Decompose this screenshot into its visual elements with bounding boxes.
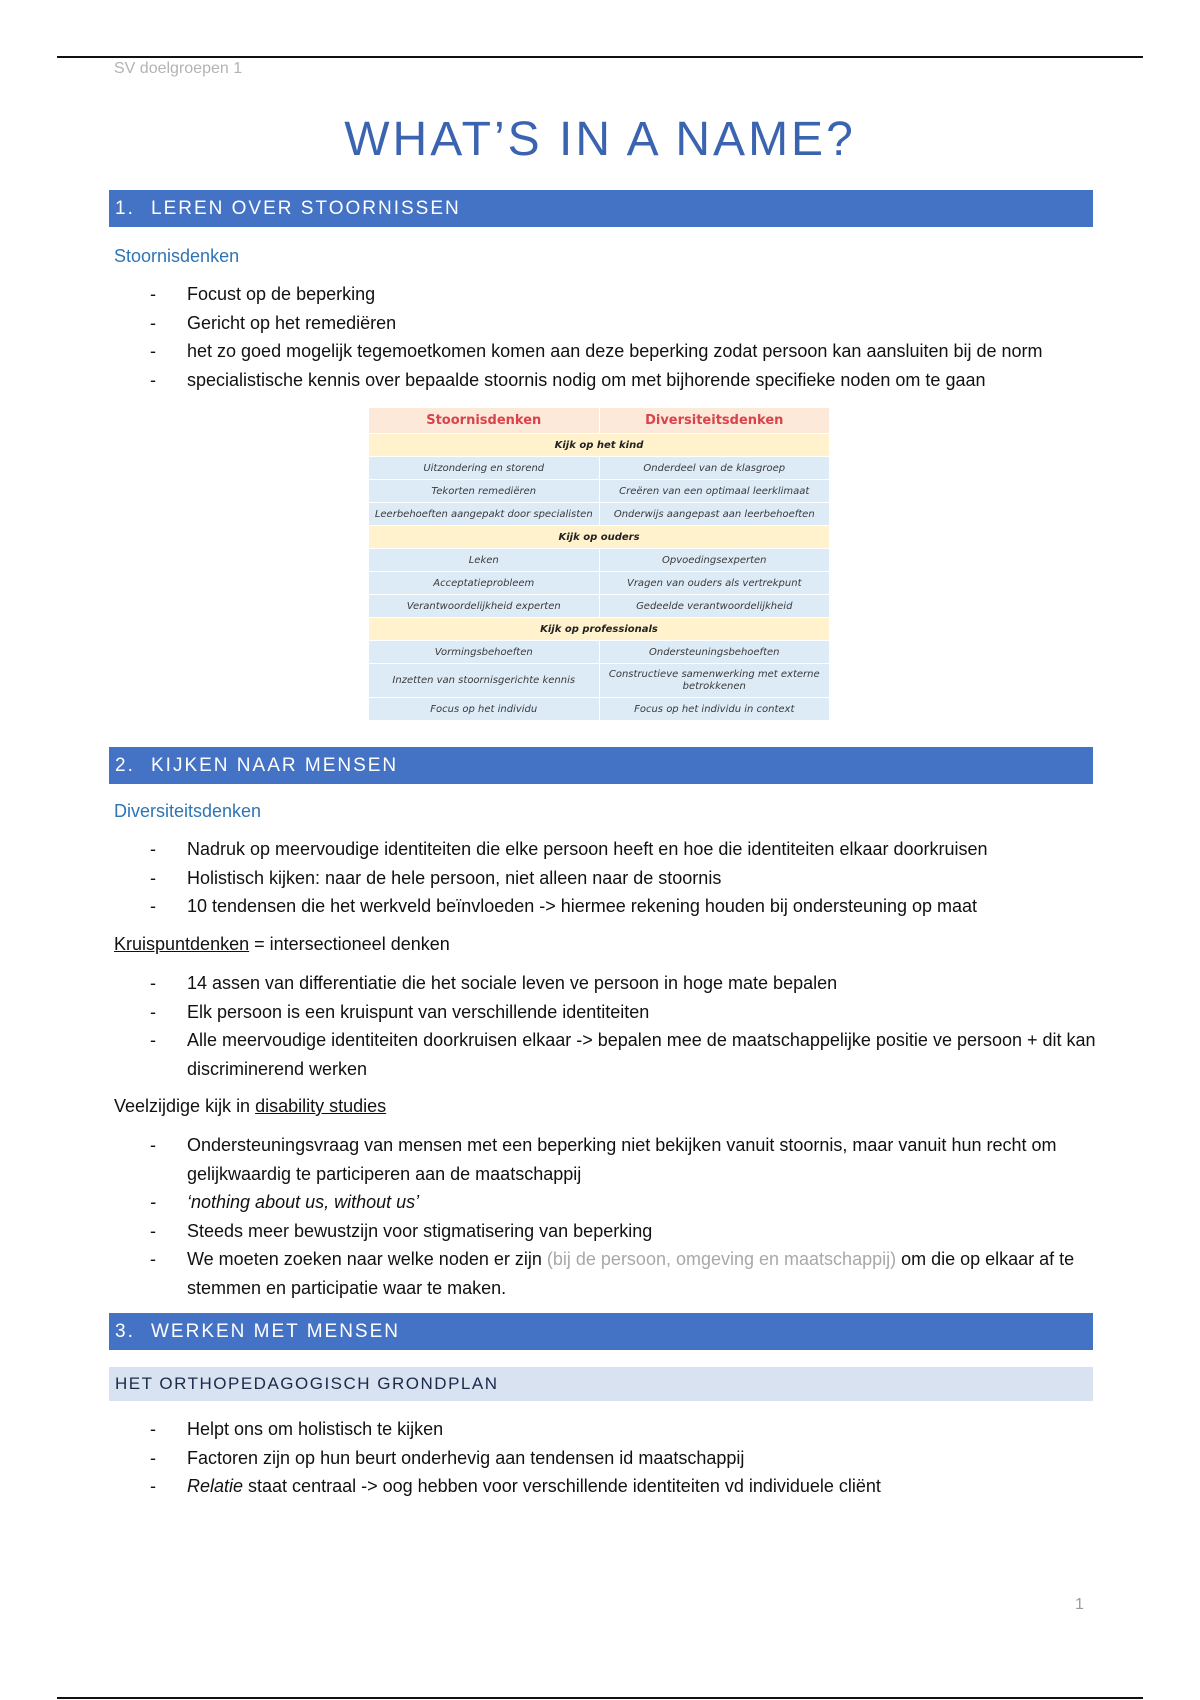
table-header: Diversiteitsdenken (600, 408, 830, 433)
section-title: WERKEN MET MENSEN (151, 1321, 401, 1342)
table-header-row (369, 408, 829, 433)
table-cell: Leerbehoeften aangepakt door specialisten (369, 503, 599, 525)
table-category: Kijk op het kind (369, 434, 829, 456)
comparison-table (369, 408, 829, 721)
table-cell: Opvoedingsexperten (600, 549, 830, 571)
table-cell: Onderdeel van de klasgroep (600, 457, 830, 479)
section-title: LEREN OVER STOORNISSEN (151, 198, 461, 219)
table-category: Kijk op ouders (369, 526, 829, 548)
section-heading-1 (109, 190, 1093, 227)
subheading-diversiteitsdenken: Diversiteitsdenken (114, 801, 262, 821)
table-row (369, 698, 829, 720)
table-category: Kijk op professionals (369, 618, 829, 640)
list-item: - Holistisch kijken: naar de hele persoon, niet alleen naar de stoornis (150, 864, 1100, 893)
bullet-list-diversiteitsdenken (150, 835, 1100, 921)
table-cell: Onderwijs aangepast aan leerbehoeften (600, 503, 830, 525)
section-number: 1. (115, 198, 135, 219)
table-cell: Focus op het individu in context (600, 698, 830, 720)
text-part: staat centraal -> oog hebben voor verschillende identiteiten vd individuele cliënt (243, 1476, 881, 1496)
list-item: - ‘nothing about us, without us’ (150, 1188, 1100, 1217)
table-header: Stoornisdenken (369, 408, 599, 433)
table-row (369, 595, 829, 617)
emphasis: Relatie (187, 1476, 244, 1496)
footer-rule (57, 1697, 1143, 1699)
header-rule (57, 56, 1143, 58)
list-item: - Nadruk op meervoudige identiteiten die elke persoon heeft en hoe die identiteiten elkaar doorkruisen (150, 835, 1100, 864)
page-number: 1 (1075, 1596, 1084, 1613)
bullet-list-kruispuntdenken (150, 969, 1100, 1083)
bullet-list-disability-studies (150, 1131, 1100, 1302)
running-header: SV doelgroepen 1 (114, 60, 243, 77)
muted-aside: (bij de persoon, omgeving en maatschappij) (546, 1249, 897, 1269)
table-cell: Uitzondering en storend (369, 457, 599, 479)
table-cell: Verantwoordelijkheid experten (369, 595, 599, 617)
table-cell: Leken (369, 549, 599, 571)
text-part: om die op elkaar af te stemmen en participatie waar te maken. (187, 1249, 1075, 1298)
list-item: - Factoren zijn op hun beurt onderhevig aan tendensen id maatschappij (150, 1444, 1100, 1473)
table-cell: Tekorten remediëren (369, 480, 599, 502)
table-row (369, 549, 829, 571)
list-item: - Focust op de beperking (150, 280, 1100, 309)
list-item (150, 1472, 1100, 1501)
bullet-list-stoornisdenken (150, 280, 1100, 394)
table-cell: Gedeelde verantwoordelijkheid (600, 595, 830, 617)
list-item (150, 1245, 1100, 1302)
paragraph-disability-studies (114, 1096, 386, 1117)
table-row (369, 503, 829, 525)
table-row (369, 664, 829, 697)
subsection-heading: HET ORTHOPEDAGOGISCH GRONDPLAN (109, 1367, 1093, 1401)
list-item: - 10 tendensen die het werkveld beïnvloeden -> hiermee rekening houden bij ondersteuning op maat (150, 892, 1100, 921)
term-disability-studies: disability studies (255, 1096, 387, 1116)
list-item: - Alle meervoudige identiteiten doorkruisen elkaar -> bepalen mee de maatschappelijke positie ve persoon + dit kan discriminerend werken (150, 1026, 1100, 1083)
section-heading-2 (109, 747, 1093, 784)
list-item: - Ondersteuningsvraag van mensen met een beperking niet bekijken vanuit stoornis, maar vanuit hun recht om gelijkwaardig te participeren aan de maatschappij (150, 1131, 1100, 1188)
list-item: - Elk persoon is een kruispunt van verschillende identiteiten (150, 998, 1100, 1027)
table-row (369, 480, 829, 502)
list-item: - Steeds meer bewustzijn voor stigmatisering van beperking (150, 1217, 1100, 1246)
list-item: - 14 assen van differentiatie die het sociale leven ve persoon in hoge mate bepalen (150, 969, 1100, 998)
table-cell: Focus op het individu (369, 698, 599, 720)
list-item: - specialistische kennis over bepaalde stoornis nodig om met bijhorende specifieke noden om te gaan (150, 366, 1100, 395)
section-heading-3 (109, 1313, 1093, 1350)
bullet-list-grondplan (150, 1415, 1100, 1501)
table-cell: Acceptatieprobleem (369, 572, 599, 594)
table-row (369, 641, 829, 663)
table-row (369, 572, 829, 594)
definition-text: = intersectioneel denken (249, 934, 450, 954)
list-item: - het zo goed mogelijk tegemoetkomen komen aan deze beperking zodat persoon kan aansluiten bij de norm (150, 337, 1100, 366)
intro-text: Veelzijdige kijk in (114, 1096, 256, 1116)
table-cell: Ondersteuningsbehoeften (600, 641, 830, 663)
section-number: 2. (115, 755, 135, 776)
section-number: 3. (115, 1321, 135, 1342)
table-row (369, 457, 829, 479)
table-cell: Constructieve samenwerking met externe betrokkenen (600, 664, 830, 697)
list-item: - Gericht op het remediëren (150, 309, 1100, 338)
text-part: We moeten zoeken naar welke noden er zijn (187, 1249, 547, 1269)
term-kruispuntdenken: Kruispuntdenken (114, 934, 250, 954)
paragraph-kruispuntdenken (114, 934, 450, 955)
page-title: WHAT’S IN A NAME? (344, 113, 856, 166)
table-cell: Creëren van een optimaal leerklimaat (600, 480, 830, 502)
table-cell: Vormingsbehoeften (369, 641, 599, 663)
table-cell: Inzetten van stoornisgerichte kennis (369, 664, 599, 697)
table-cell: Vragen van ouders als vertrekpunt (600, 572, 830, 594)
section-title: KIJKEN NAAR MENSEN (151, 755, 399, 776)
subheading-stoornisdenken: Stoornisdenken (114, 246, 240, 266)
list-item: - Helpt ons om holistisch te kijken (150, 1415, 1100, 1444)
